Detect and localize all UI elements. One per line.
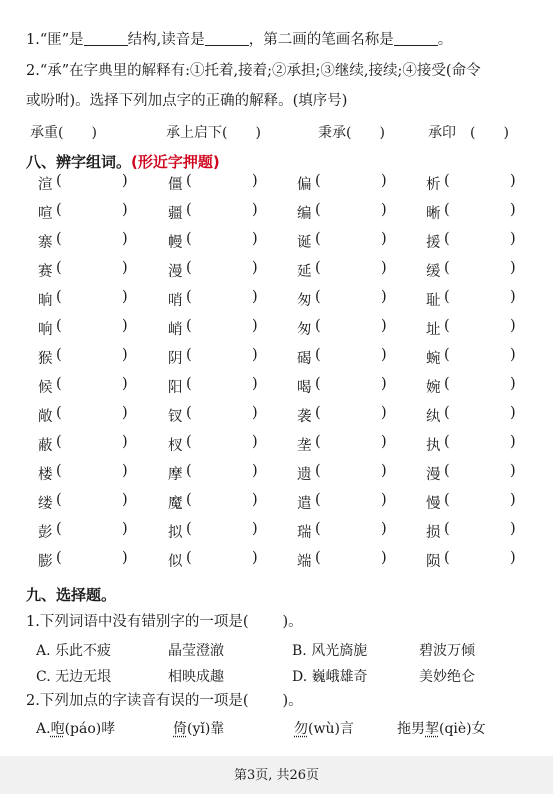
close-paren: )	[381, 376, 387, 392]
open-paren: (	[444, 260, 450, 276]
word-char: 垄	[297, 438, 312, 454]
close-paren: )	[122, 318, 128, 334]
word-char: 遗	[297, 467, 312, 483]
close-paren: )	[381, 434, 387, 450]
q1-blank-structure[interactable]	[84, 31, 128, 46]
open-paren: (	[315, 521, 321, 537]
open-paren: (	[186, 347, 192, 363]
open-paren: (	[444, 405, 450, 421]
close-paren: )	[510, 173, 516, 189]
open-paren: (	[186, 202, 192, 218]
c1-stem-text: 1.下列词语中没有错别字的一项是(	[26, 614, 249, 630]
close-paren: )	[252, 231, 258, 247]
close-paren: )	[510, 521, 516, 537]
word-char: 阴	[168, 351, 183, 367]
c2-stem-text: 2.下列加点的字读音有误的一项是(	[26, 693, 249, 709]
open-paren: (	[56, 434, 62, 450]
open-paren: (	[56, 260, 62, 276]
word-char: 瑞	[297, 525, 312, 541]
close-paren: )	[122, 463, 128, 479]
c1-option-d-word2: 美妙绝仑	[419, 669, 475, 685]
word-char: 碣	[297, 351, 312, 367]
close-paren: )	[252, 318, 258, 334]
open-paren: (	[56, 202, 62, 218]
word-char: 膨	[38, 554, 53, 570]
close-paren: )	[252, 492, 258, 508]
open-paren: (	[56, 492, 62, 508]
open-paren: (	[315, 434, 321, 450]
close-paren: )	[510, 318, 516, 334]
close-paren: )	[252, 260, 258, 276]
word-char: 钗	[168, 409, 183, 425]
word-char: 杈	[168, 438, 183, 454]
close-paren: )	[122, 376, 128, 392]
c2-b-dotted-char: 倚	[173, 721, 187, 737]
word-char: 缕	[38, 496, 53, 512]
open-paren: (	[444, 231, 450, 247]
open-paren: (	[315, 492, 321, 508]
close-paren: )	[252, 347, 258, 363]
word-char: 纨	[426, 409, 441, 425]
close-paren: )	[510, 289, 516, 305]
c2-option-a[interactable]	[36, 718, 115, 738]
open-paren: (	[186, 463, 192, 479]
open-paren: (	[56, 231, 62, 247]
section-8-heading	[26, 151, 220, 172]
word-grid-row	[38, 376, 518, 405]
close-paren: )	[381, 289, 387, 305]
open-paren: (	[186, 173, 192, 189]
question-1	[26, 30, 452, 50]
open-paren: (	[56, 318, 62, 334]
word-char: 魔	[168, 496, 183, 512]
section-8-title: 八、辨字组词。	[26, 153, 132, 171]
word-grid	[38, 173, 518, 579]
word-char: 编	[297, 206, 312, 222]
c2-option-b[interactable]	[173, 718, 224, 738]
word-char: 候	[38, 380, 53, 396]
word-char: 僵	[168, 177, 183, 193]
open-paren: (	[186, 434, 192, 450]
word-char: 执	[426, 438, 441, 454]
word-char: 漫	[168, 264, 183, 280]
word-char: 析	[426, 177, 441, 193]
c2-a-prefix: A.	[36, 721, 51, 737]
open-paren: (	[444, 434, 450, 450]
q2-item[interactable]: 承上启下( )	[166, 125, 261, 141]
word-char: 寨	[38, 235, 53, 251]
open-paren: (	[444, 521, 450, 537]
open-paren: (	[56, 463, 62, 479]
word-char: 耻	[426, 293, 441, 309]
open-paren: (	[315, 318, 321, 334]
q1-blank-stroke[interactable]	[394, 31, 438, 46]
page-number: 第3页, 共26页	[233, 768, 320, 783]
close-paren: )	[381, 347, 387, 363]
q2-item[interactable]: 承印 ( )	[428, 125, 509, 141]
close-paren: )	[252, 376, 258, 392]
open-paren: (	[186, 521, 192, 537]
close-paren: )	[510, 376, 516, 392]
open-paren: (	[315, 463, 321, 479]
word-char: 援	[426, 235, 441, 251]
word-char: 阳	[168, 380, 183, 396]
close-paren: )	[510, 492, 516, 508]
question-2-items	[30, 122, 533, 142]
open-paren: (	[444, 347, 450, 363]
close-paren: )	[510, 463, 516, 479]
close-paren: )	[122, 492, 128, 508]
open-paren: (	[186, 318, 192, 334]
open-paren: (	[315, 260, 321, 276]
word-grid-row	[38, 173, 518, 202]
open-paren: (	[56, 289, 62, 305]
open-paren: (	[56, 550, 62, 566]
c2-stem-end: )。	[282, 693, 303, 709]
close-paren: )	[381, 405, 387, 421]
q1-text-d: 。	[437, 32, 453, 48]
c1-stem-end: )。	[282, 614, 303, 630]
open-paren: (	[56, 376, 62, 392]
word-char: 缓	[426, 264, 441, 280]
open-paren: (	[315, 231, 321, 247]
question-2-line2: 或吩咐)。选择下列加点字的正确的解释。(填序号)	[26, 93, 348, 109]
open-paren: (	[444, 318, 450, 334]
q1-text-c: ，第二画的笔画名称是	[248, 32, 394, 48]
open-paren: (	[315, 202, 321, 218]
word-char: 晰	[426, 206, 441, 222]
c1-option-b-word2: 碧波万倾	[419, 643, 475, 659]
close-paren: )	[510, 550, 516, 566]
word-char: 慢	[426, 496, 441, 512]
word-char: 婉	[426, 380, 441, 396]
word-char: 损	[426, 525, 441, 541]
word-char: 诞	[297, 235, 312, 251]
open-paren: (	[315, 289, 321, 305]
close-paren: )	[510, 202, 516, 218]
word-char: 喝	[297, 380, 312, 396]
open-paren: (	[186, 405, 192, 421]
close-paren: )	[381, 318, 387, 334]
q1-text-b: 结构,读音是	[127, 32, 205, 48]
word-char: 楼	[38, 467, 53, 483]
close-paren: )	[510, 347, 516, 363]
c2-option-c[interactable]	[294, 718, 354, 738]
open-paren: (	[444, 202, 450, 218]
open-paren: (	[315, 550, 321, 566]
open-paren: (	[56, 173, 62, 189]
close-paren: )	[252, 463, 258, 479]
close-paren: )	[122, 202, 128, 218]
close-paren: )	[122, 260, 128, 276]
word-grid-row	[38, 434, 518, 463]
close-paren: )	[381, 173, 387, 189]
close-paren: )	[252, 289, 258, 305]
word-char: 遣	[297, 496, 312, 512]
word-char: 延	[297, 264, 312, 280]
word-char: 拟	[168, 525, 183, 541]
c2-a-dotted-char: 咆	[50, 721, 65, 737]
close-paren: )	[381, 463, 387, 479]
word-char: 敞	[38, 409, 53, 425]
close-paren: )	[122, 434, 128, 450]
word-char: 漫	[426, 467, 441, 483]
open-paren: (	[186, 376, 192, 392]
c1-option-a[interactable]: A. 乐此不疲	[36, 643, 112, 659]
close-paren: )	[510, 405, 516, 421]
q1-text-a: 1.“匪”是	[26, 32, 84, 48]
close-paren: )	[381, 492, 387, 508]
close-paren: )	[252, 550, 258, 566]
close-paren: )	[381, 550, 387, 566]
choice-2-stem	[26, 691, 303, 711]
word-char: 猴	[38, 351, 53, 367]
word-char: 址	[426, 322, 441, 338]
section-8-tag: (形近字押题)	[131, 153, 220, 171]
open-paren: (	[444, 492, 450, 508]
c1-option-a-word2: 晶莹澄澈	[168, 643, 224, 659]
word-char: 晌	[38, 293, 53, 309]
word-char: 响	[38, 322, 53, 338]
word-char: 哨	[168, 293, 183, 309]
c1-option-c-word2: 相映成趣	[168, 669, 224, 685]
close-paren: )	[252, 434, 258, 450]
word-grid-row	[38, 318, 518, 347]
word-char: 幔	[168, 235, 183, 251]
word-char: 峭	[168, 322, 183, 338]
question-2-line1: 2.“承”在字典里的解释有:①托着,接着;②承担;③继续,接续;④接受(命令	[26, 63, 481, 79]
open-paren: (	[315, 405, 321, 421]
word-grid-row	[38, 260, 518, 289]
close-paren: )	[252, 521, 258, 537]
open-paren: (	[315, 347, 321, 363]
word-char: 渲	[38, 177, 53, 193]
c2-b-pinyin: (yǐ)靠	[187, 721, 225, 737]
close-paren: )	[381, 260, 387, 276]
close-paren: )	[122, 521, 128, 537]
open-paren: (	[186, 492, 192, 508]
open-paren: (	[315, 173, 321, 189]
c1-option-b[interactable]: B. 风光旖旎	[292, 643, 368, 659]
close-paren: )	[510, 260, 516, 276]
close-paren: )	[122, 405, 128, 421]
close-paren: )	[510, 434, 516, 450]
word-char: 偏	[297, 177, 312, 193]
word-char: 陨	[426, 554, 441, 570]
word-char: 喧	[38, 206, 53, 222]
close-paren: )	[252, 202, 258, 218]
choice-1-stem	[26, 612, 303, 632]
open-paren: (	[186, 260, 192, 276]
q2-item[interactable]: 秉承( )	[318, 125, 385, 141]
word-char: 蔽	[38, 438, 53, 454]
word-char: 蜿	[426, 351, 441, 367]
c2-option-d[interactable]	[397, 718, 486, 738]
q2-item[interactable]: 承重( )	[30, 125, 97, 141]
open-paren: (	[444, 173, 450, 189]
section-9-title: 九、选择题。	[26, 586, 117, 604]
close-paren: )	[510, 231, 516, 247]
c1-option-c[interactable]: C. 无边无垠	[36, 669, 112, 685]
page-footer	[0, 756, 553, 794]
close-paren: )	[122, 347, 128, 363]
close-paren: )	[252, 173, 258, 189]
close-paren: )	[122, 550, 128, 566]
c2-d-pinyin: (qiè)女	[439, 721, 486, 737]
word-grid-row	[38, 550, 518, 579]
word-char: 端	[297, 554, 312, 570]
open-paren: (	[444, 463, 450, 479]
close-paren: )	[381, 521, 387, 537]
open-paren: (	[186, 289, 192, 305]
c2-c-dotted-char: 勿	[294, 721, 308, 737]
open-paren: (	[444, 550, 450, 566]
word-grid-row	[38, 405, 518, 434]
word-char: 匆	[297, 293, 312, 309]
close-paren: )	[122, 289, 128, 305]
word-char: 彭	[38, 525, 53, 541]
open-paren: (	[444, 289, 450, 305]
open-paren: (	[186, 550, 192, 566]
close-paren: )	[252, 405, 258, 421]
close-paren: )	[381, 231, 387, 247]
word-char: 袭	[297, 409, 312, 425]
open-paren: (	[56, 521, 62, 537]
word-grid-row	[38, 463, 518, 492]
open-paren: (	[56, 347, 62, 363]
close-paren: )	[381, 202, 387, 218]
c2-d-dotted-char: 挈	[425, 721, 439, 737]
open-paren: (	[56, 405, 62, 421]
close-paren: )	[122, 231, 128, 247]
word-grid-row	[38, 289, 518, 318]
word-grid-row	[38, 347, 518, 376]
word-grid-row	[38, 231, 518, 260]
word-grid-row	[38, 492, 518, 521]
word-grid-row	[38, 521, 518, 550]
c1-option-d[interactable]: D. 巍峨雄奇	[292, 669, 368, 685]
word-char: 疆	[168, 206, 183, 222]
word-char: 摩	[168, 467, 183, 483]
c2-c-pinyin: (wù)言	[308, 721, 354, 737]
word-char: 匆	[297, 322, 312, 338]
c2-d-prefix: 拖男	[397, 721, 425, 737]
c2-a-pinyin: (páo)哮	[64, 721, 116, 737]
q1-blank-pronunciation[interactable]	[205, 31, 249, 46]
word-char: 似	[168, 554, 183, 570]
word-char: 赛	[38, 264, 53, 280]
section-9-heading	[26, 584, 116, 605]
open-paren: (	[444, 376, 450, 392]
open-paren: (	[186, 231, 192, 247]
word-grid-row	[38, 202, 518, 231]
open-paren: (	[315, 376, 321, 392]
close-paren: )	[122, 173, 128, 189]
